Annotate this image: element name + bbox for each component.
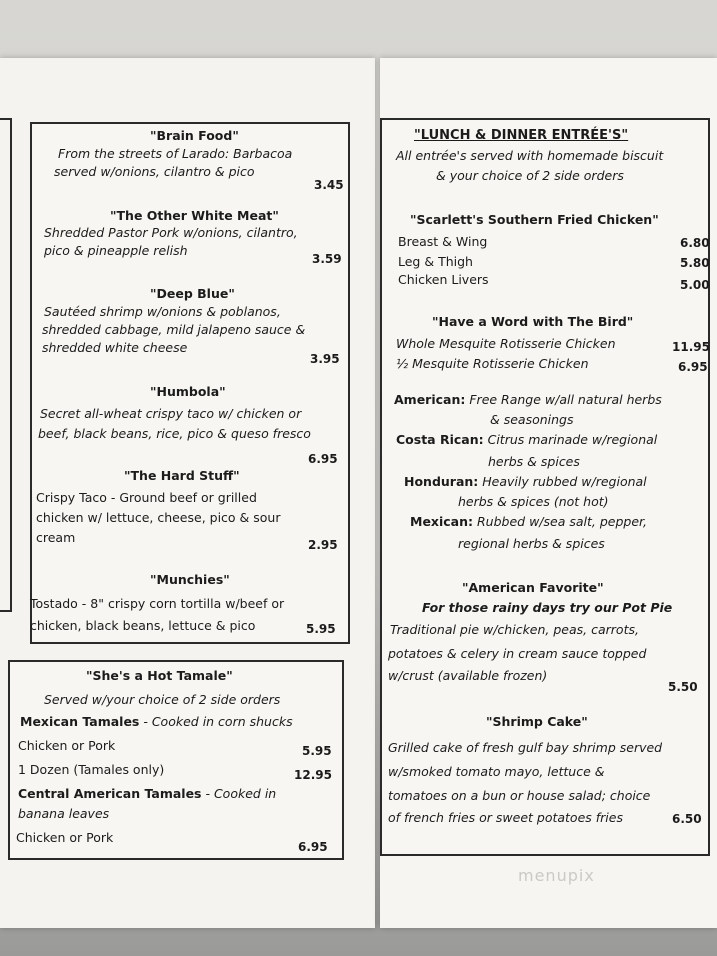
style-desc: Citrus marinade w/regional [487, 432, 658, 447]
american-favorite-tagline: For those rainy days try our Pot Pie [422, 600, 673, 615]
item-name: "The Hard Stuff" [124, 468, 240, 483]
style-desc: & seasonings [490, 412, 574, 427]
item-desc: chicken, black beans, lettuce & pico [30, 618, 256, 633]
style-desc: regional herbs & spices [458, 536, 605, 551]
style-costa-rican [396, 432, 657, 448]
bird-row-price: 6.95 [678, 360, 708, 374]
fried-row-price: 5.80 [680, 256, 710, 270]
american-favorite-desc: Traditional pie w/chicken, peas, carrots, [390, 622, 639, 637]
item-desc: shredded cabbage, mild jalapeno sauce & [42, 322, 306, 337]
style-desc: herbs & spices [488, 454, 580, 469]
item-desc: Crispy Taco - Ground beef or grilled [36, 490, 257, 505]
tamale-row-label: Chicken or Pork [18, 738, 116, 753]
shrimp-cake-desc: of french fries or sweet potatoes fries [388, 810, 623, 825]
item-price: 5.95 [306, 622, 336, 636]
item-desc: beef, black beans, rice, pico & queso fresco [38, 426, 311, 441]
shrimp-cake-price: 6.50 [672, 812, 702, 826]
style-mexican [410, 514, 647, 530]
style-desc: herbs & spices (not hot) [458, 494, 609, 509]
item-desc: served w/onions, cilantro & pico [54, 164, 255, 179]
style-american [394, 392, 662, 408]
shrimp-cake-desc: tomatoes on a bun or house salad; choice [388, 788, 651, 803]
tamale-subtitle: Served w/your choice of 2 side orders [44, 692, 281, 707]
entrees-subtitle: All entrée's served with homemade biscuit [396, 148, 664, 163]
style-honduran [404, 474, 647, 490]
item-price: 2.95 [308, 538, 338, 552]
tamale-row-label: Chicken or Pork [16, 830, 114, 845]
tamale-row-price: 12.95 [294, 768, 332, 782]
item-price: 6.95 [308, 452, 338, 466]
tamale-row-label: 1 Dozen (Tamales only) [18, 762, 165, 777]
item-price: 3.59 [312, 252, 342, 266]
bird-row-label: ½ Mesquite Rotisserie Chicken [396, 356, 589, 371]
fried-chicken-name: "Scarlett's Southern Fried Chicken" [410, 212, 659, 227]
item-name: "Brain Food" [150, 128, 239, 143]
style-label: American: [394, 392, 466, 407]
item-desc: shredded white cheese [42, 340, 188, 355]
item-price: 3.95 [310, 352, 340, 366]
shrimp-cake-desc: w/smoked tomato mayo, lettuce & [388, 764, 605, 779]
style-desc: Rubbed w/sea salt, pepper, [477, 514, 647, 529]
fried-row-price: 6.80 [680, 236, 710, 250]
tamale-title: "She's a Hot Tamale" [86, 668, 233, 683]
item-name: "Munchies" [150, 572, 230, 587]
central-tamales-desc2: banana leaves [18, 806, 110, 821]
tamale-row-price: 5.95 [302, 744, 332, 758]
item-desc: From the streets of Larado: Barbacoa [58, 146, 293, 161]
mexican-tamales-label: Mexican Tamales [20, 714, 140, 729]
entrees-title: "LUNCH & DINNER ENTRÉE'S" [414, 128, 629, 143]
item-price: 3.45 [314, 178, 344, 192]
american-favorite-price: 5.50 [668, 680, 698, 694]
item-name: "The Other White Meat" [110, 208, 279, 223]
item-name: "Deep Blue" [150, 286, 235, 301]
taco-menu-box [30, 122, 350, 644]
fried-row-label: Leg & Thigh [398, 254, 473, 269]
menupix-watermark: menupix [518, 866, 595, 885]
american-favorite-desc: w/crust (available frozen) [388, 668, 548, 683]
bird-row-price: 11.95 [672, 340, 710, 354]
entrees-box [380, 118, 710, 856]
fried-row-price: 5.00 [680, 278, 710, 292]
style-label: Costa Rican: [396, 432, 484, 447]
american-favorite-desc: potatoes & celery in cream sauce topped [388, 646, 647, 661]
item-desc: Secret all-wheat crispy taco w/ chicken or [40, 406, 302, 421]
item-desc: cream [36, 530, 76, 545]
item-desc: pico & pineapple relish [44, 243, 188, 258]
american-favorite-name: "American Favorite" [462, 580, 604, 595]
style-label: Mexican: [410, 514, 474, 529]
item-desc: Sautéed shrimp w/onions & poblanos, [44, 304, 281, 319]
shrimp-cake-desc: Grilled cake of fresh gulf bay shrimp served [388, 740, 663, 755]
item-name: "Humbola" [150, 384, 226, 399]
item-desc: chicken w/ lettuce, cheese, pico & sour [36, 510, 281, 525]
style-desc: Free Range w/all natural herbs [469, 392, 662, 407]
item-desc: Shredded Pastor Pork w/onions, cilantro, [44, 225, 298, 240]
entrees-subtitle: & your choice of 2 side orders [436, 168, 624, 183]
item-desc: Tostado - 8" crispy corn tortilla w/beef or [30, 596, 285, 611]
central-tamales-line [18, 786, 276, 802]
fried-row-label: Breast & Wing [398, 234, 488, 249]
bird-row-label: Whole Mesquite Rotisserie Chicken [396, 336, 616, 351]
bird-name: "Have a Word with The Bird" [432, 314, 634, 329]
style-label: Honduran: [404, 474, 479, 489]
shrimp-cake-name: "Shrimp Cake" [486, 714, 588, 729]
mexican-tamales-desc: - Cooked in corn shucks [139, 714, 293, 729]
central-tamales-desc: - Cooked in [201, 786, 277, 801]
central-tamales-label: Central American Tamales [18, 786, 202, 801]
previous-panel-edge [0, 118, 12, 612]
tamale-box [8, 660, 344, 860]
tamale-row-price: 6.95 [298, 840, 328, 854]
fried-row-label: Chicken Livers [398, 272, 489, 287]
style-desc: Heavily rubbed w/regional [482, 474, 647, 489]
mexican-tamales-line [20, 714, 293, 730]
